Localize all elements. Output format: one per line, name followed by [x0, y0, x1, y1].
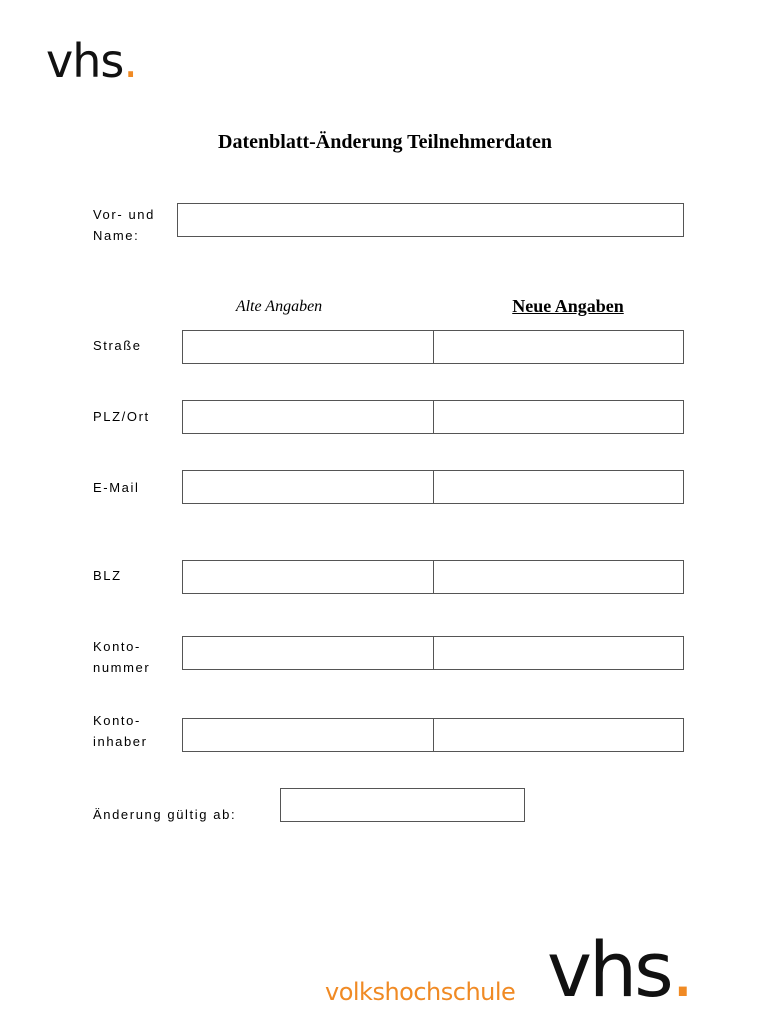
zip-city-new-input[interactable]	[434, 400, 685, 434]
account-number-label-line1: Konto-	[93, 639, 141, 654]
logo-text: vhs	[46, 34, 124, 88]
name-input[interactable]	[177, 203, 684, 237]
street-row	[182, 330, 684, 364]
blz-row	[182, 560, 684, 594]
account-holder-label-line1: Konto-	[93, 713, 141, 728]
name-label-line2: Name:	[93, 228, 140, 243]
street-old-input[interactable]	[182, 330, 434, 364]
footer-logo	[547, 925, 692, 1014]
column-header-new: Neue Angaben	[512, 296, 624, 316]
zip-city-old-input[interactable]	[182, 400, 434, 434]
email-row	[182, 470, 684, 504]
account-number-row	[182, 636, 684, 670]
valid-from-input[interactable]	[280, 788, 525, 822]
email-label-text: E-Mail	[93, 480, 140, 495]
page-title: Datenblatt-Änderung Teilnehmerdaten	[218, 131, 552, 153]
email-old-input[interactable]	[182, 470, 434, 504]
zip-city-label	[93, 406, 150, 427]
account-holder-new-input[interactable]	[434, 718, 685, 752]
account-holder-old-input[interactable]	[182, 718, 434, 752]
name-label	[93, 204, 155, 246]
street-label-text: Straße	[93, 338, 142, 353]
email-label	[93, 477, 139, 498]
valid-from-label: Änderung gültig ab:	[93, 807, 237, 822]
vhs-logo-footer	[325, 925, 745, 1014]
account-number-label	[93, 636, 150, 678]
name-label-line1: Vor- und	[93, 207, 155, 222]
blz-label-text: BLZ	[93, 568, 122, 583]
zip-city-row	[182, 400, 684, 434]
footer-logo-text: vhs	[547, 925, 671, 1014]
account-holder-row	[182, 718, 684, 752]
logo-dot: .	[123, 34, 137, 88]
column-header-old: Alte Angaben	[235, 298, 323, 315]
footer-logo-dot: .	[670, 925, 692, 1014]
email-new-input[interactable]	[434, 470, 685, 504]
footer-wordmark: volkshochschule	[325, 978, 516, 1006]
account-number-old-input[interactable]	[182, 636, 434, 670]
account-number-label-line2: nummer	[93, 660, 151, 675]
vhs-logo-top	[46, 34, 137, 88]
account-number-new-input[interactable]	[434, 636, 685, 670]
blz-old-input[interactable]	[182, 560, 434, 594]
account-holder-label-line2: inhaber	[93, 734, 148, 749]
blz-new-input[interactable]	[434, 560, 685, 594]
account-holder-label	[93, 710, 148, 752]
street-new-input[interactable]	[434, 330, 685, 364]
street-label	[93, 335, 142, 356]
blz-label	[93, 565, 122, 586]
zip-city-label-text: PLZ/Ort	[93, 409, 150, 424]
